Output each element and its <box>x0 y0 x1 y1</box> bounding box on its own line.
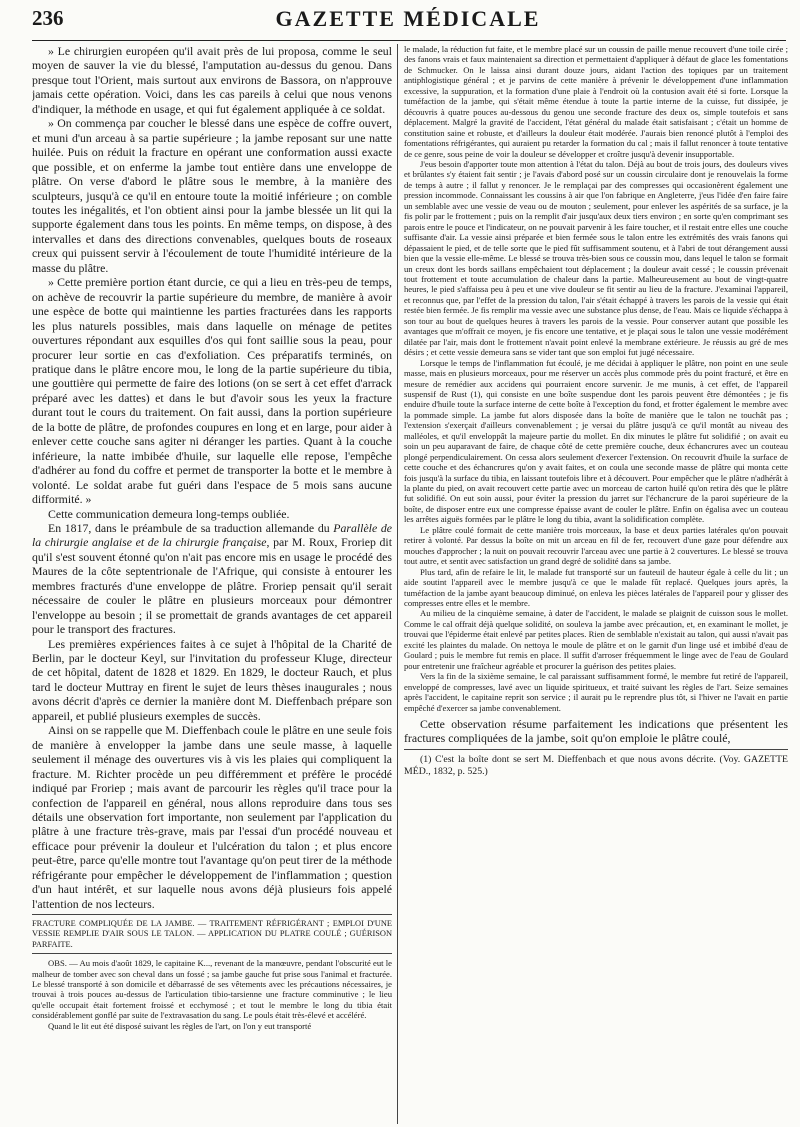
column-divider <box>397 44 398 1124</box>
paragraph: Cette observation résume parfaitement les indications que présentent les fractures compliquées de la jambe, soit qu'on emploie le plâtre coulé, <box>404 717 788 746</box>
section-rule <box>32 914 392 915</box>
page-header <box>32 4 784 42</box>
paragraph <box>32 521 392 637</box>
journal-title: GAZETTE MÉDICALE <box>275 6 541 31</box>
right-column <box>404 44 788 1124</box>
paragraph: » Cette première portion étant durcie, ce qui a lieu en très-peu de temps, on achève de recouvrir la partie supérieure du membre, de manière à avoir une espèce de botte qui maintienne les parties fracturées dans les rapports les plus naturels possibles, mais dans laquelle on ménage de petites ouvertures répondant aux esquilles d'os qui font saillie sous la peau, pour procurer leur sortie en cas d'exfoliation. Ces préparatifs terminés, on pratique dans le plâtre encore mou, le long de la partie supérieure du tibia, une gouttière qui permette de faire des lotions (on se sert à cet effet d'arrack préparé avec les dattes) et dans le but d'avoir sous les yeux la fracture durant tout le cours du traitement. On fait aussi, dans la portion supérieure de la botte de plâtre, de profondes coupures en long et en large, pour aider à enlever cette couche sans agiter ni déranger les parties. Quant à la couche inférieure, la natte imbibée d'huile, sur laquelle elle repose, l'empêche d'adhérer au fond du coffre et permet de transporter la botte et le membre à volonté. Le soldat arabe fut guéri dans l'espace de 5 mois sans aucune difformité. » <box>32 275 392 507</box>
observation-text: Le plâtre coulé formait de cette manière trois morceaux, la base et deux parties latérales qu'on pouvait retirer à volonté. Par dessus la boîte on mit un arceau en fil de fer, recouvert d'une gaze pour défendre aux mouches d'approcher ; la nuit on pouvait recouvrir l'arceau avec une partie à 2 couvertures. Le blessé se trouva tout autre, et sentit avec satisfaction un grand degré de solidité dans sa jambe. <box>404 524 788 567</box>
paragraph: Ainsi on se rappelle que M. Dieffenbach coule le plâtre en une seule fois de manière à envelopper la jambe dans une seule masse, à laquelle seulement il ménage des ouvertures vis à vis les plaies qui compliquent la fracture. M. Richter procède un peu différemment et préfère le procédé indiqué par Froriep ; mais avant de parcourir les règles qu'il trace pour la confection de l'appareil en général, nous allons reproduire dans tous ses détails une observation fort importante, non seulement par l'application du plâtre à une fracture très-grave, mais par l'essai d'un procédé nouveau et efficace pour prévenir la douleur et l'ulcération du talon ; et plus encore peut-être, parce qu'elle montre tout l'avantage qu'on peut tirer de la méthode réfrigérante pour empêcher le développement de l'inflammation ; question d'un haut intérêt, et sur laquelle nous avons déjà plusieurs fois appelé l'attention de nos lecteurs. <box>32 723 392 911</box>
paragraph: Les premières expériences faites à ce sujet à l'hôpital de la Charité de Berlin, par le docteur Keyl, sur l'invitation du professeur Kluge, directeur de cet hôpital, datent de 1828 et 1829. En 1829, le docteur Rauch, et plus tard le docteur Muttray en firent le sujet de leurs thèses inaugurales ; nous avons décrit d'après ce dernier la manière dont M. Dieffenbach prépare son appareil, et publié plusieurs exemples de succès. <box>32 636 392 723</box>
paragraph: » Le chirurgien européen qu'il avait près de lui proposa, comme le seul moyen de sauver la vie du blessé, l'amputation au-dessus du genou. Dans presque tout l'Orient, mais surtout aux environs de Bassora, on n'approuve jamais cette opération. Voici, dans les cas pareils à celui que nous venons d'indiquer, la méthode en usage, et qui fut également appliquée à ce soldat. <box>32 44 392 116</box>
page-number: 236 <box>32 6 64 30</box>
book-title: Parallèle de la chirurgie anglaise et de la chirurgie française <box>32 520 392 550</box>
observation-text: OBS. — Au mois d'août 1829, le capitaine K..., revenant de la manœuvre, pendant l'obscurité eut le malheur de tomber avec son cheval dans un fossé ; sa jambe gauche fut prise sous l'animal et fracturée. Le blessé transporté à son domicile et débarrassé de ses vêtements avec les précautions nécessaires, je trouvai à trois pouces au-dessus de l'articulation tibio-tarsienne une fracture comminutive ; le lieu qu'elle occupait était fortement froissé et ecchymosé ; et tout le membre le long du tibia était considérablement gonflé par suite de l'extravasation du sang. Le pouls était très-élevé et accéléré. <box>32 958 392 1021</box>
footnote: (1) C'est la boîte dont se sert M. Dieffenbach et que nous avons décrite. (Voy. GAZETTE MÉD., 1832, p. 525.) <box>404 753 788 777</box>
section-rule <box>32 953 392 954</box>
paragraph: Cette communication demeura long-temps oubliée. <box>48 506 290 521</box>
case-heading: FRACTURE COMPLIQUÉE DE LA JAMBE. — TRAITEMENT RÉFRIGÉRANT ; EMPLOI D'UNE VESSIE REMPLIE D'AIR SOUS LE TALON. — APPLICATION DU PLATRE COULÉ ; GUÉRISON PARFAITE. <box>32 919 392 949</box>
header-rule <box>32 40 786 41</box>
observation-text: Lorsque le temps de l'inflammation fut écoulé, je me décidai à appliquer le plâtre, non point en une seule masse, mais en plusieurs morceaux, pour me réserver un accès plus commode près du point fracturé, et être en mesure de remédier aux accidens qui pourraient encore survenir. Je me munis, à cet effet, de l'appareil suspensif de Rust (1), qui consiste en une boîte suspendue dont les parois peuvent être démontées ; je fis enduire d'huile toute la surface interne de cette boîte à l'exception du fond, et frotter également le membre avec la pommade simple. La jambe fut alors disposée dans la boîte de manière que le talon ne touchât pas ; l'extension s'exerçait d'ailleurs convenablement ; je versai du plâtre jusqu'à ce qu'il montât au niveau des malléoles, et qu'il enveloppât la majeure partie du mollet. En dix minutes le plâtre fut solidifié ; on avait eu soin un peu auparavant de faire, de chaque côté de cette première couche, deux échancrures avec un couteau plongé perpendiculairement. On cessa alors seulement d'exercer l'extension. On recouvrit d'huile la surface de cette couche et des échancrures qu'on y avait faites, et on coula une seconde masse de plâtre qui monta cette fois jusqu'à la surface du tibia, en laissant toutefois libre et à découvert. Pour empêcher que le plâtre n'adhérât à la plante du pied, on avait recouvert cette partie avec un morceau de carton huilé qu'on retira dès que le plâtre fut solidifié. On eut soin aussi, pour éviter la pression du jarret sur l'échancrure de la paroi supérieure de la boîte, de disposer entre eux une compresse épaisse avant de couler le plâtre. Enfin on égalisa avec un couteau les arrêtes aiguës formées par le plâtre le long du tibia, avant la solidification complète. <box>404 357 788 525</box>
text-run: En 1817, dans le préambule de sa traduction allemande du <box>48 520 334 535</box>
left-column <box>32 44 392 1124</box>
text-run: , par M. Roux, Froriep dit qu'il s'est souvent étonné qu'on n'ait pas encore mis en usage le procédé des Maures de la côte septentrionale de l'Afrique, qui consiste à entourer les membres fracturés d'une enveloppe de plâtre. Froriep pensait qu'il serait nécessaire de couler le plâtre en plusieurs morceaux pour démontrer l'enveloppe au besoin ; il se promettait de grands avantages de cet appareil pour le transport des fractures. <box>32 535 392 637</box>
paragraph: » On commença par coucher le blessé dans une espèce de coffre ouvert, et muni d'un arceau à sa partie supérieure ; la jambe reposant sur une natte huilée. Puis on réduit la fracture en opérant une conformation aussi exacte que possible, et on enferme la jambe tout entière dans une enveloppe de plâtre. On verse d'abord le plâtre sous le membre, à la manière des sculpteurs, jusqu'à ce qu'il en entoure toute la moitié inférieure ; on comble toutes les inégalités, et l'on obtient ainsi pour la jambe blessée un lit qui la supporte également dans tous les points. En même temps, on dispose, à des intervalles et dans des directions convenables, quelques bouts de roseaux creux qui puissent servir à l'écoulement de toute l'humidité intérieure de la masse du plâtre. <box>32 116 392 275</box>
observation-text: J'eus besoin d'apporter toute mon attention à l'état du talon. Déjà au bout de trois jours, des douleurs vives et brûlantes s'y étaient fait sentir ; je l'avais d'abord posé sur un coussin circulaire dont je renouvelais la forme de temps à autre ; il fallut y renoncer. Je le remplaçai par des compresses qui occasionèrent également une pression incommode. Connaissant les coussins à air que l'on fabrique en Angleterre, j'eus l'idée d'en faire faire un semblable avec une vessie de veau ou de mouton ; seulement, pour enlever les aspérités de sa surface, je la fis polir par le frottement ; puis on la remplit d'air jusqu'aux deux tiers environ ; en sorte qu'en comprimant ses parois entre le pouce et l'indicateur, on ne pouvait parvenir à les faire toucher, et il restait entre elles une couche suffisante d'air. La vessie ainsi préparée et bien fermée sous le talon entre les extrémités des vrais fanons qui dépassaient le pied, et de telle sorte que le pied fût suffisamment soutenu, et à l'abri de tout dérangement aussi bien que la vessie elle-même. Le blessé se trouva très-bien sous ce coussin mou, dans lequel le talon se formait un creux dont les bords saillans empêchaient tout déplacement ; la douleur avait cessé ; le coussin prévenait tout frottement et toute accumulation de chaleur dans la partie. Malheureusement au bout de vingt-quatre heures, le pied s'affaissa peu à peu et une vive douleur se fit sentir au lieu de la fracture. J'examinai l'appareil, et reconnus que, par l'effet de la pression du talon, l'air s'était échappé à travers les parois de la vessie qui était restée bien fermée. Je fis remplir ma vessie avec une substance plus dense, de l'eau. Mais ce liquide s'échappa à son tour au bout de quelques heures à travers les parois de la vessie. Pour conserver autant que possible les avantages que m'offrait ce moyen, je fis encore une tentative, et je plaçai sous le talon une vessie modérément dilatée par l'air, mais dont le frottement n'avait point enlevé la membrane extérieure. Je réussis au gré de mes désirs ; et cette vessie demeura sans se vider tant que son emploi fut jugé nécessaire. <box>404 158 788 358</box>
observation-text: Quand le lit eut été disposé suivant les règles de l'art, on l'on y eut transporté <box>48 1020 312 1031</box>
observation-text: Vers la fin de la sixième semaine, le cal paraissant suffisamment formé, le membre fut retiré de l'appareil, enveloppé de compresses, lavé avec un liquide spiritueux, et traité suivant les règles de l'art. Seize semaines après l'accident, le capitaine reprit son service ; il aurait pu le reprendre plus tôt, si l'hiver ne l'avait en partie empêché d'exercer sa jambe convenablement. <box>404 671 788 713</box>
observation-text: Au milieu de la cinquième semaine, à dater de l'accident, le malade se plaignit de cuisson sous le mollet. Comme le cal offrait déjà quelque solidité, on souleva la jambe avec précaution, et, en examinant le mollet, je trouvai que l'épiderme était enlevé par petites places. Rien de semblable n'existait au talon, qui aussi n'avait pas excité les plaintes du malade. On nettoya le moule de plâtre et on le garnit d'un linge usé et imbibé d'eau de Goulard ; puis le membre fut remis en place. Il suffit d'arroser fréquemment le linge avec de l'eau de Goulard pour entretenir une fraîcheur agréable et procurer la guérison des petites plaies. <box>404 608 788 671</box>
observation-text: Plus tard, afin de refaire le lit, le malade fut transporté sur un fauteuil de hauteur égale à celle du lit ; un aide soutint l'appareil avec le membre jusqu'à ce que le malade fût replacé. Quelques jours après, la tuméfaction de la jambe ayant beaucoup diminué, on enleva les pièces latérales de l'appareil pour y glisser des compresses entre elles et le membre. <box>404 566 788 609</box>
observation-text: le malade, la réduction fut faite, et le membre placé sur un coussin de paille menue recouvert d'une toile cirée ; des fanons vrais et faux maintenaient sa direction et permettaient d'appliquer à défaut de glace les fomentations de Schmucker. On le laissa ainsi durant douze jours, aidant l'action des topiques par un traitement antiphlogistique général ; et je parvins de cette manière à prévenir le développement d'une inflammation excessive, la suppuration, et la formation d'une plaie à l'endroit où la contusion avait été si forte. Lorsque la tuméfaction de la jambe, qui s'était même étendue à toute la partie interne de la cuisse, fut dissipée, je découvris à quatre pouces au-dessous du genou une seconde fracture des deux os, simple toutefois et sans déplacement. Malgré la gravité de l'accident, l'état général du malade était satisfaisant ; c'était un homme de constitution saine et robuste, et d'ailleurs la douleur était modérée. J'aurais bien renoncé plutôt à l'emploi des fomentations réfrigérantes, qui auraient pu retarder la formation du cal ; mais il fallut renoncer à toute tentative de ce genre, sous peine de voir la douleur se développer et croître jusqu'à devenir insupportable. <box>404 44 788 159</box>
footnote-rule <box>404 749 788 750</box>
